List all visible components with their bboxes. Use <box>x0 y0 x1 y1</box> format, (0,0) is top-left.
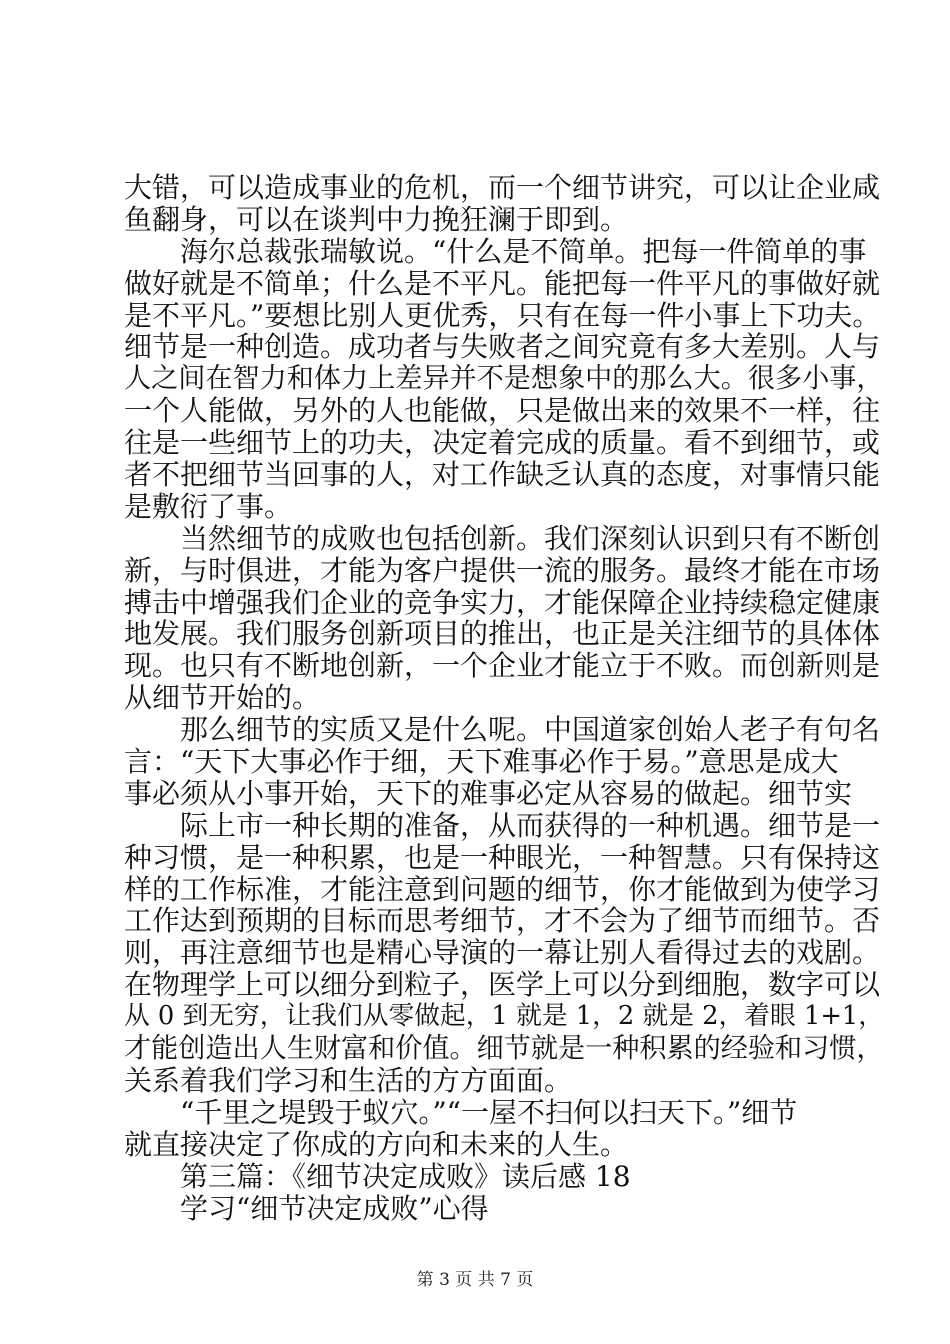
text-line: 大错，可以造成事业的危机，而一个细节讲究，可以让企业咸 <box>124 171 881 204</box>
text-line: 那么细节的实质又是什么呢。中国道家创始人老子有句名 <box>180 713 881 747</box>
text-line: 样的工作标准，才能注意到问题的细节，你才能做到为使学习 <box>124 872 881 906</box>
text-line: 际上市一种长期的准备，从而获得的一种机遇。细节是一 <box>180 808 881 842</box>
text-line: 者不把细节当回事的人，对工作缺乏认真的态度，对事情只能 <box>124 458 881 492</box>
text-line: 细节是一种创造。成功者与失败者之间究竟有多大差别。人与 <box>124 330 881 364</box>
text-line: 是敷衍了事。 <box>124 489 293 523</box>
text-line: 第三篇：《细节决定成败》读后感 18 <box>180 1159 631 1193</box>
page-footer: 第 3 页 共 7 页 <box>416 1270 534 1290</box>
text-line: 工作达到预期的目标而思考细节，才不会为了细节而细节。否 <box>124 904 881 938</box>
text-line: 在物理学上可以细分到粒子，医学上可以分到细胞，数字可以 <box>124 968 881 1002</box>
text-line: 事必须从小事开始，天下的难事必定从容易的做起。细节实 <box>124 776 853 810</box>
text-line: 种习惯，是一种积累，也是一种眼光，一种智慧。只有保持这 <box>124 840 881 874</box>
text-line: 从细节开始的。 <box>124 681 321 715</box>
text-line: 搏击中增强我们企业的竞争实力，才能保障企业持续稳定健康 <box>124 585 881 619</box>
text-line: 从 0 到无穷，让我们从零做起，1 就是 1，2 就是 2，着眼 1+1， <box>124 1001 885 1032</box>
text-line: 往是一些细节上的功夫，决定着完成的质量。看不到细节，或 <box>124 426 881 460</box>
document-body <box>124 172 884 1224</box>
text-line: 当然细节的成败也包括创新。我们深刻认识到只有不断创 <box>180 521 881 555</box>
text-line: 是不平凡。”要想比别人更优秀，只有在每一件小事上下功夫。 <box>124 298 881 332</box>
text-line: 人之间在智力和体力上差异并不是想象中的那么大。很多小事， <box>124 363 884 395</box>
text-line: 海尔总裁张瑞敏说。“什么是不简单。把每一件简单的事 <box>180 234 867 268</box>
text-line: 现。也只有不断地创新，一个企业才能立于不败。而创新则是 <box>124 649 881 683</box>
text-line: 鱼翻身，可以在谈判中力挽狂澜于即到。 <box>124 202 629 236</box>
text-line: 地发展。我们服务创新项目的推出，也正是关注细节的具体体 <box>124 617 881 651</box>
text-line: 就直接决定了你成的方向和未来的人生。 <box>124 1127 629 1161</box>
text-line: 做好就是不简单；什么是不平凡。能把每一件平凡的事做好就 <box>124 266 881 300</box>
text-line: 新，与时俱进，才能为客户提供一流的服务。最终才能在市场 <box>124 553 881 587</box>
text-line: “千里之堤毁于蚁穴。”“一屋不扫何以扫天下。”细节 <box>180 1095 798 1129</box>
text-line: 一个人能做，另外的人也能做，只是做出来的效果不一样，往 <box>124 394 881 428</box>
text-line: 关系着我们学习和生活的方方面面。 <box>124 1063 573 1097</box>
text-line: 才能创造出人生财富和价值。细节就是一种积累的经验和习惯， <box>124 1033 884 1065</box>
text-line: 言：“天下大事必作于细，天下难事必作于易。”意思是成大 <box>124 745 839 779</box>
text-line: 则，再注意细节也是精心导演的一幕让别人看得过去的戏剧。 <box>124 936 881 970</box>
text-line: 学习“细节决定成败”心得 <box>180 1191 489 1225</box>
